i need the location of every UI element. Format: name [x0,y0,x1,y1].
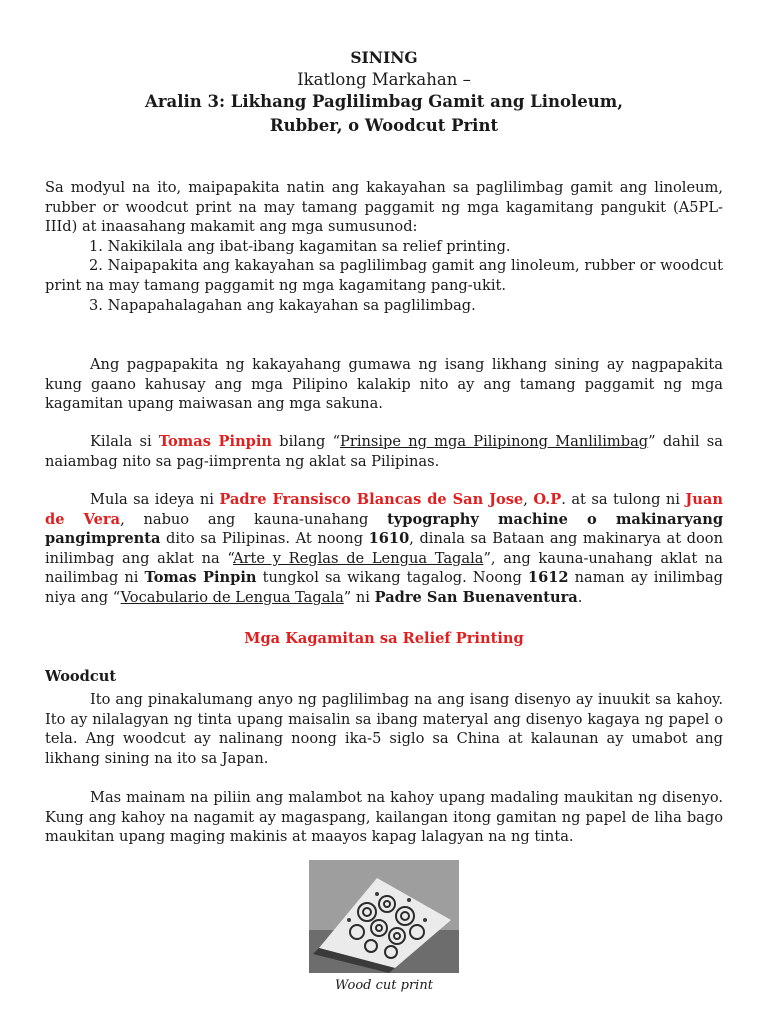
person-name: O.P [533,491,562,508]
woodcut-heading: Woodcut [45,668,117,685]
bold-term: typography machine o makinaryang pangimprenta [45,510,724,548]
text-run: ”, ang kauna-unahang aklat na nailimbag ni [45,549,723,587]
year: 1610 [368,530,410,548]
intro-section [45,178,723,315]
text-run: bilang “ [272,433,341,450]
text-run: naman ay inilimbag niya ang “ [45,569,723,606]
bold-term: Padre San Buenaventura [374,588,578,606]
woodcut-print-illustration [309,860,459,973]
paragraph-text: Ang pagpapakita ng kakayahang gumawa ng isang likhang sining ay nagpapakita kung gaano kahusay ang mga Pilipino kalakip nito ay ang tamang paggamit ng mga kagamitan upang maiwasan ang mga sakuna. [45,356,723,413]
bold-term: Tomas Pinpin [144,569,257,587]
text-run: ” dahil sa naiambag nito sa pag-iimprenta ng aklat sa Pilipinas. [45,433,723,470]
woodcut-print-image [309,860,459,973]
book-title: Arte y Reglas de Lengua Tagala [233,549,484,567]
honorific-title: Prinsipe ng mga Pilipinong Manlilimbag [340,433,649,450]
person-name: Padre Fransisco Blancas de San Jose [219,491,524,508]
year: 1612 [527,569,569,587]
quarter-title: Ikatlong Markahan – [297,70,471,89]
objective-item: 1. Nakikilala ang ibat-ibang kagamitan sa relief printing. [89,237,511,255]
person-name: Tomas Pinpin [158,433,273,450]
objective-item: 2. Naipapakita ang kakayahan sa paglilimbag gamit ang linoleum, rubber or woodcut print na may tamang paggamit ng mga kagamitang pang-ukit. [45,257,723,294]
paragraph-pinpin [45,432,723,471]
text-run: . at sa tulong ni [561,491,686,508]
text-run: . [577,588,583,606]
text-run: , [523,491,534,508]
lesson-title-line-1: Aralin 3: Likhang Paglilimbag Gamit ang Linoleum, [145,92,623,111]
paragraph-text: Mas mainam na piliin ang malambot na kahoy upang madaling maukitan ng disenyo. Kung ang kahoy na nagamit ay magaspang, kailangan itong gamitan ng papel de liha bago maukitan upang maging makinis at maayos kapag lalagyan na ng tinta. [45,789,723,846]
paragraph-text: Ito ang pinakalumang anyo ng paglilimbag na ang isang disenyo ay inuukit sa kahoy. Ito ay nilalagyan ng tinta upang maisalin sa ibang materyal ang disenyo kagaya ng papel o tela. Ang woodcut ay nalinang noong ika-5 siglo sa China at kalaunan ay umabot ang likhang sining na ito sa Japan. [45,691,723,767]
book-title: Vocabulario de Lengua Tagala [120,588,344,606]
lesson-title-line-2: Rubber, o Woodcut Print [269,116,499,135]
subject-title: SINING [350,48,418,67]
text-run: , nabuo ang kauna-unahang [120,510,388,528]
paragraph-skills [45,355,723,414]
paragraph-history [45,490,723,608]
paragraph-text [45,490,723,608]
text-run: dito sa Pilipinas. At noong [160,530,369,548]
paragraph-text [45,432,723,471]
woodcut-paragraph-1 [45,690,723,768]
text-run: , dinala sa Bataan ang makinarya at doon inilimbag ang aklat na “ [45,530,723,567]
objectives-list [45,237,723,315]
image-caption: Wood cut print [335,978,433,993]
woodcut-paragraph-2 [45,788,723,847]
section-title: Mga Kagamitan sa Relief Printing [244,630,524,647]
objective-item: 3. Napapahalagahan ang kakayahan sa paglilimbag. [89,296,476,314]
person-name: Juan de Vera [45,491,723,528]
text-run: Kilala si [90,433,159,450]
text-run: tungkol sa wikang tagalog. Noong [256,569,528,587]
text-run: ” ni [343,588,375,606]
intro-paragraph: Sa modyul na ito, maipapakita natin ang kakayahan sa paglilimbag gamit ang linoleum, rubber or woodcut print na may tamang paggamit ng mga kagamitang pangukit (A5PL-IIId) at inaasahang makamit ang mga sumusunod: [45,179,723,236]
text-run: Mula sa ideya ni [90,491,220,508]
